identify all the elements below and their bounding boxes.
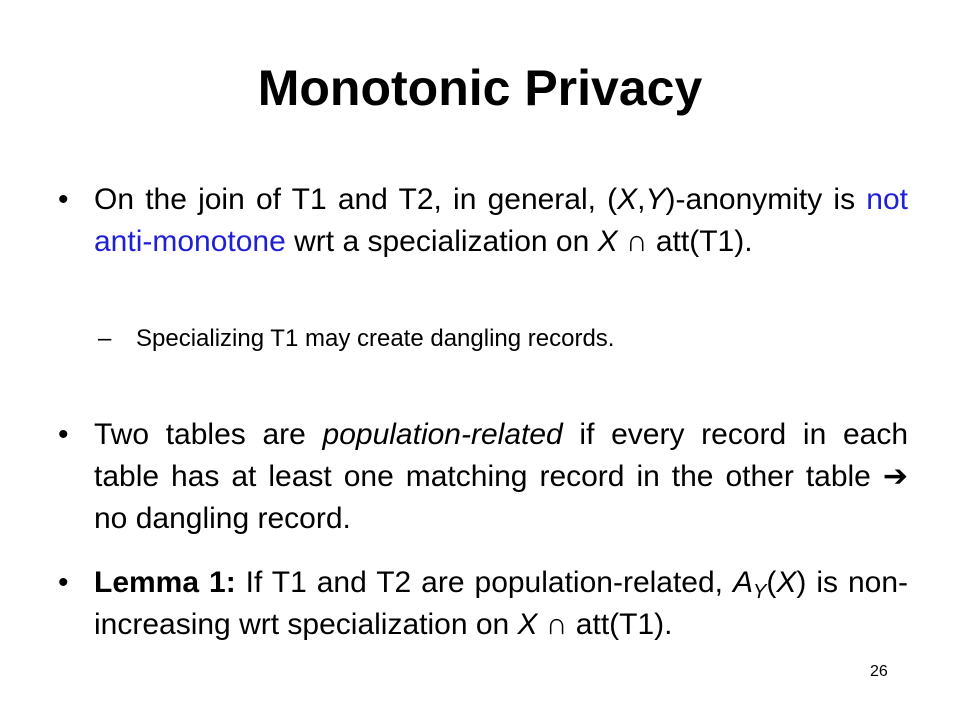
slide-title: Monotonic Privacy: [257, 60, 703, 116]
term-population-related: population-related: [322, 418, 563, 451]
page-number: 26: [870, 663, 888, 680]
arrow-right-icon: ➔: [882, 460, 908, 493]
lemma-label: Lemma 1:: [94, 566, 236, 599]
bullet-marker: •: [58, 418, 69, 451]
bullet-marker: •: [58, 183, 69, 216]
bullet-population-related: [58, 414, 908, 540]
bullet-text: Two tables are population-related if every record in each table has at least one matching record in the other table ➔ no dangling record.: [94, 418, 908, 535]
sub-bullet-marker: –: [98, 325, 112, 352]
bullet-text: On the join of T1 and T2, in general, (X,Y)-anonymity is not anti-monotone wrt a specialization on X ∩ att(T1).: [94, 183, 908, 258]
bullet-lemma-1: [58, 562, 908, 646]
highlight-not-anti-monotone: not anti-monotone: [94, 183, 908, 258]
bullet-text: Lemma 1: If T1 and T2 are population-related, $A_Y(X)$ is non-increasing wrt specialization on X ∩ att(T1).: [94, 566, 908, 641]
bullet-join-anonymity: [58, 179, 908, 263]
sub-bullet-text: Specializing T1 may create dangling records.: [136, 325, 615, 352]
sub-bullet-dangling: [98, 322, 898, 356]
bullet-marker: •: [58, 566, 69, 599]
